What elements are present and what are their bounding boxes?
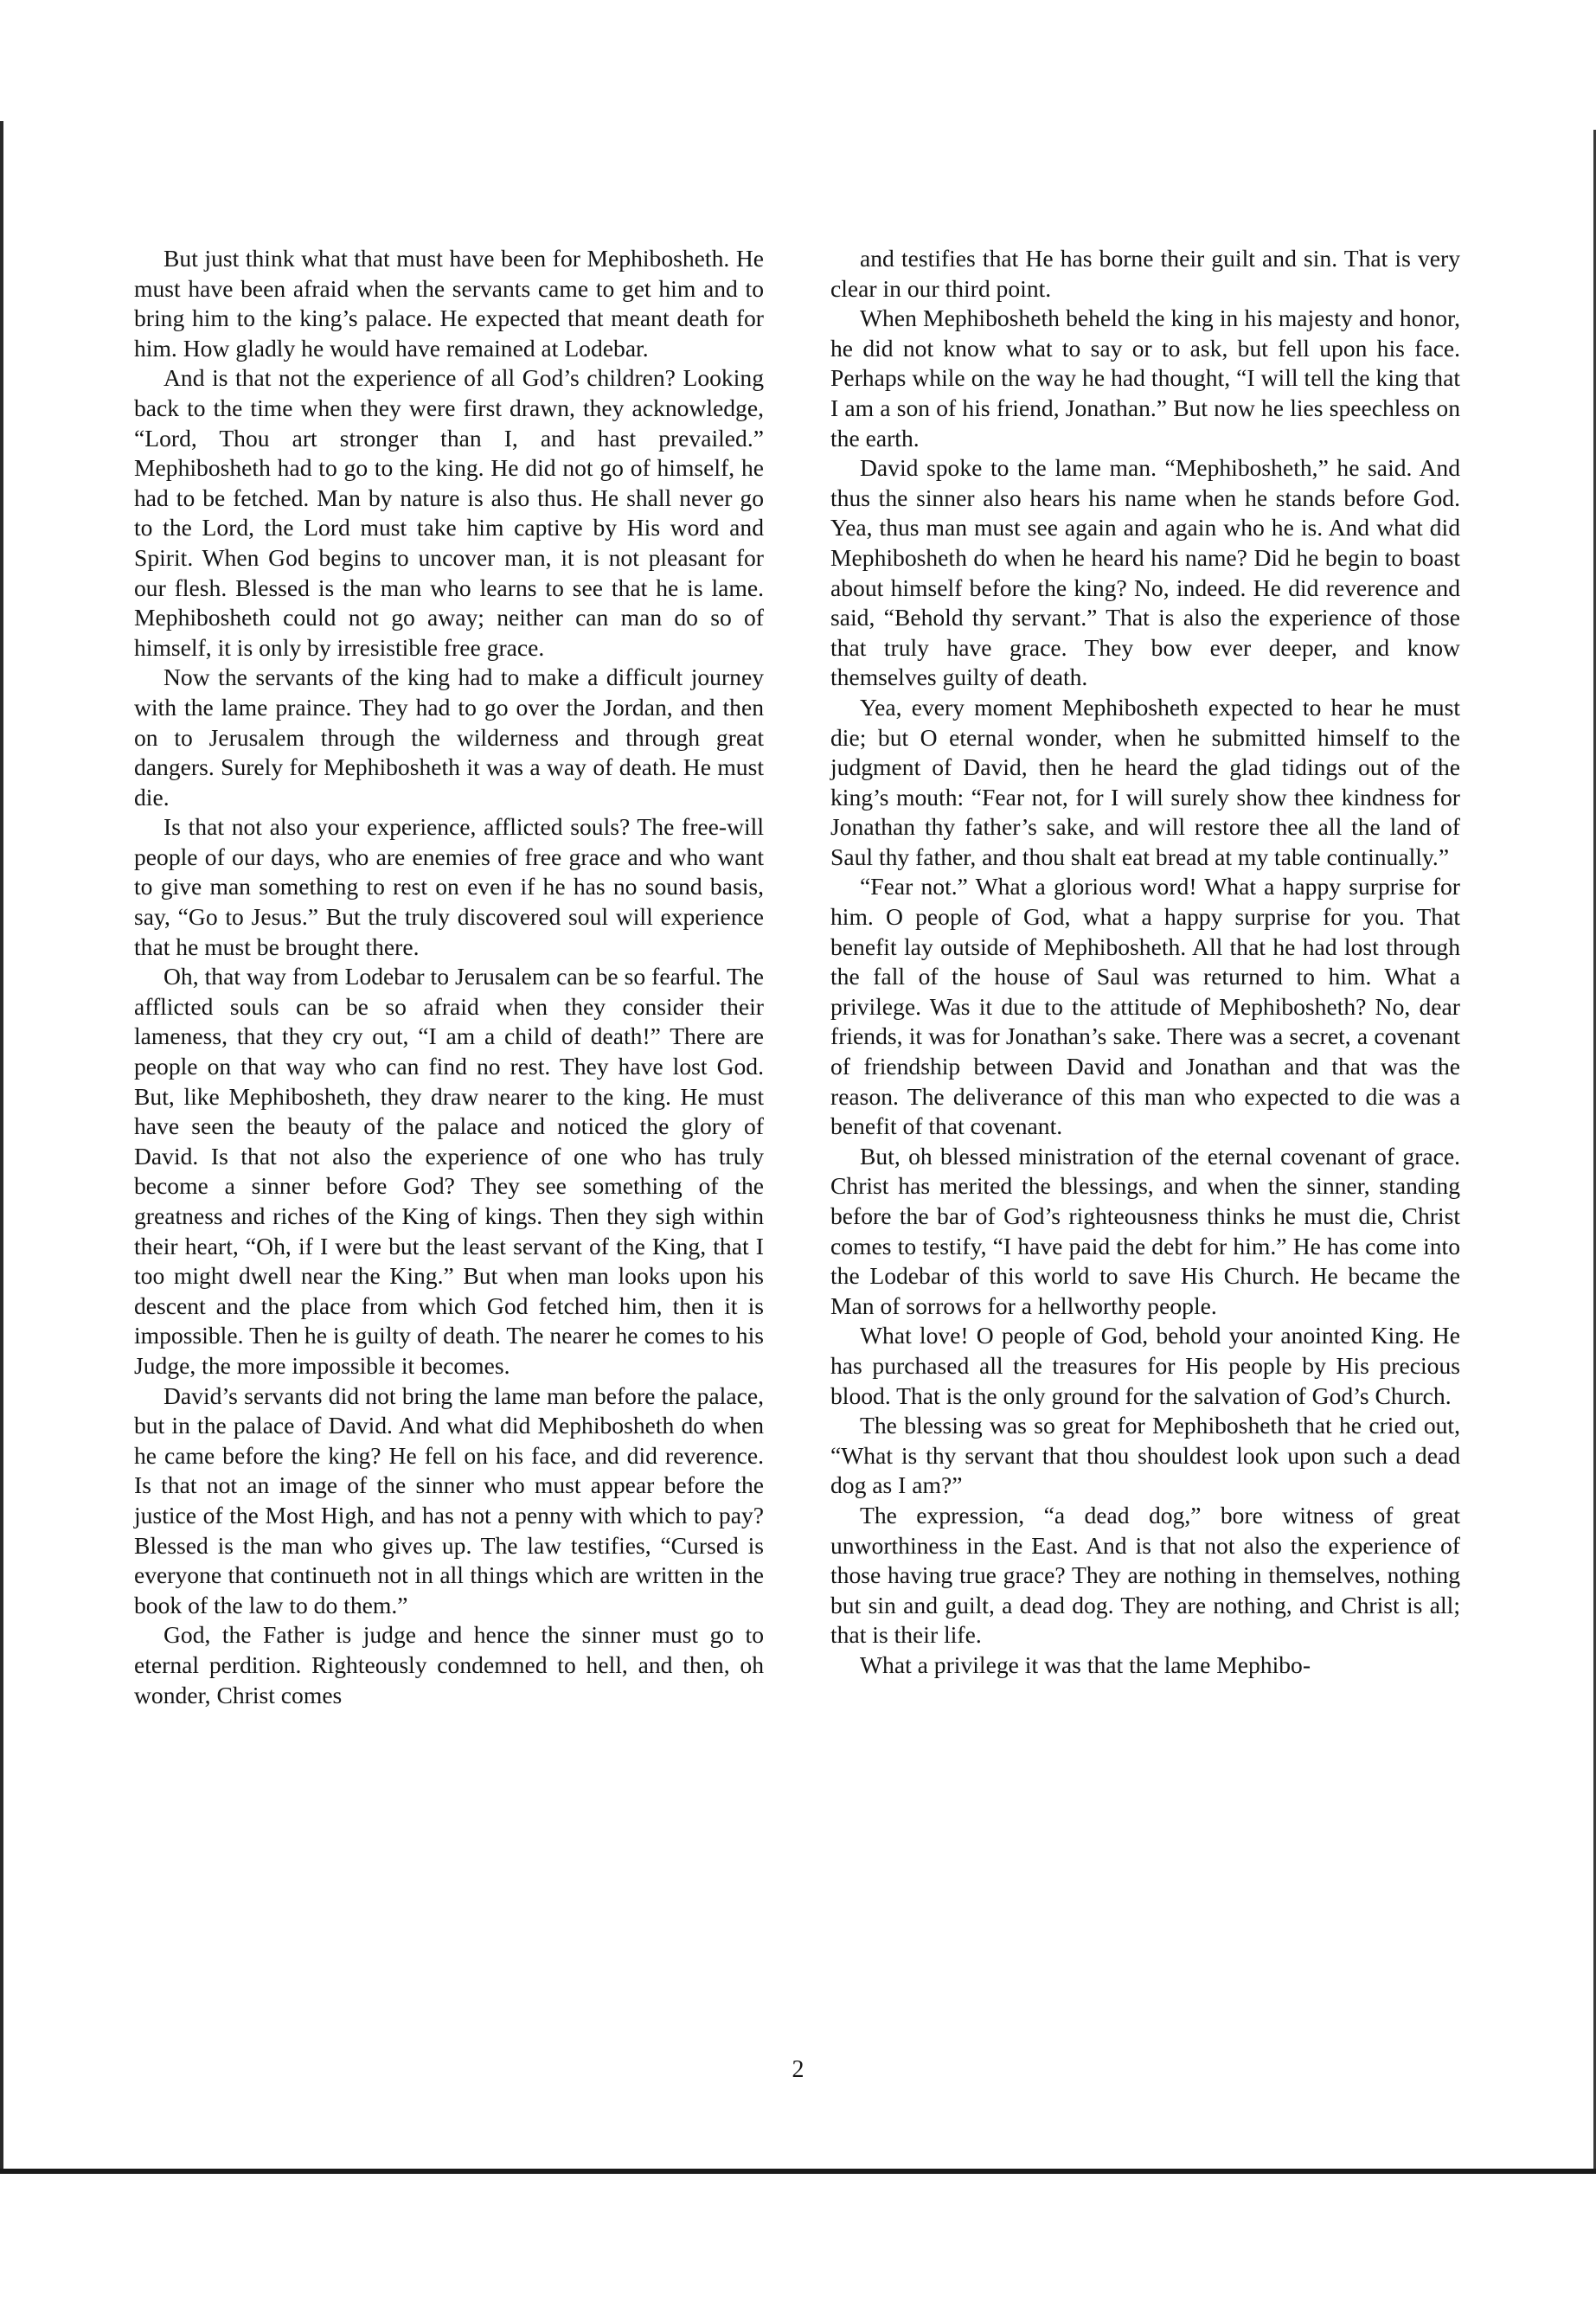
paragraph: What love! O people of God, behold your anointed King. He has purchased all the treasures for His people by His precious blood. That is the only ground for the salvation of God’s Church. [830,1322,1460,1409]
right-text-column [830,244,1460,1681]
paragraph: Yea, every moment Mephibosheth expected to hear he must die; but O eternal wonder, when he submitted himself to the judgment of David, then he heard the glad tidings out of the king’s mouth: “Fear not, for I will surely show thee kindness for Jonathan thy father’s sake, and will restore thee all the land of Saul thy father, and thou shalt eat bread at my table continually.” [830,693,1460,870]
paragraph: David spoke to the lame man. “Mephibosheth,” he said. And thus the sinner also hears his name when he stands before God. Yea, thus man must see again and again who he is. And what did Mephibosheth do when he heard his name? Did he begin to boast about himself before the king? No, indeed. He did reverence and said, “Behold thy servant.” That is also the experience of those that truly have grace. They bow ever deeper, and know themselves guilty of death. [830,454,1460,691]
paragraph: What a privilege it was that the lame Mephibo- [860,1650,1311,1678]
paragraph: David’s servants did not bring the lame man before the palace, but in the palace of David. And what did Mephibosheth do when he came before the king? He fell on his face, and did reverence. Is that not an image of the sinner who must appear before the justice of the Most High, and has not a penny with which to pay? Blessed is the man who gives up. The law testifies, “Cursed is everyone that continueth not in all things which are written in the book of the law to do them.” [134,1381,764,1618]
scan-edge-bottom [0,2169,1596,2174]
paragraph: The blessing was so great for Mephibosheth that he cried out, “What is thy servant that thou shouldest look upon such a dead dog as I am?” [830,1412,1460,1499]
paragraph: The expression, “a dead dog,” bore witness of great unworthiness in the East. And is that not also the experience of those having true grace? They are nothing in themselves, nothing but sin and guilt, a dead dog. They are nothing, and Christ is all; that is their life. [830,1501,1460,1649]
scan-edge-left [0,121,3,2171]
paragraph: And is that not the experience of all God’s children? Looking back to the time when they were first drawn, they acknowledge, “Lord, Thou art stronger than I, and hast prevailed.” Mephibosheth had to go to the king. He did not go of himself, he had to be fetched. Man by nature is also thus. He shall never go to the Lord, the Lord must take him captive by His word and Spirit. When God begins to uncover man, it is not pleasant for our flesh. Blessed is the man who learns to see that he is lame. Mephibosheth could not go away; neither can man do so of himself, it is only by irresistible free grace. [134,364,764,661]
paragraph: Oh, that way from Lodebar to Jerusalem can be so fearful. The afflicted souls can be so afraid when they consider their lameness, that they cry out, “I am a child of death!” There are people on that way who can find no rest. They have lost God. But, like Mephibosheth, they draw nearer to the king. He must have seen the beauty of the palace and noticed the glory of David. Is that not also the experience of one who has truly become a sinner before God? They see something of the greatness and riches of the King of kings. Then they sigh within their heart, “Oh, if I were but the least servant of the King, that I too might dwell near the King.” But when man looks upon his descent and the place from which God fetched him, then it is impossible. Then he is guilty of death. The nearer he comes to his Judge, the more impossible it becomes. [134,963,764,1379]
page-number: 2 [792,2056,804,2083]
paragraph: “Fear not.” What a glorious word! What a happy surprise for him. O people of God, what a happy surprise for you. That benefit lay outside of Mephibosheth. All that he had lost through the fall of the house of Saul was returned to him. What a privilege. Was it due to the attitude of Mephibosheth? No, dear friends, it was for Jonathan’s sake. There was a secret, a covenant of friendship between David and Jonathan and that was the reason. The deliverance of this man who expected to die was a benefit of that covenant. [830,873,1460,1140]
paragraph: But just think what that must have been for Mephibosheth. He must have been afraid when the servants came to get him and to bring him to the king’s palace. He expected that meant death for him. How gladly he would have remained at Lodebar. [134,245,764,362]
paragraph: Now the servants of the king had to make a difficult journey with the lame praince. They had to go over the Jordan, and then on to Jerusalem through the wilderness and through great dangers. Surely for Mephibosheth it was a way of death. He must die. [134,663,764,811]
paragraph: God, the Father is judge and hence the sinner must go to eternal perdition. Righteously condemned to hell, and then, oh wonder, Christ comes [134,1621,764,1708]
paragraph: and testifies that He has borne their guilt and sin. That is very clear in our third point. [830,245,1460,302]
paragraph: But, oh blessed ministration of the eternal covenant of grace. Christ has merited the blessings, and when the sinner, standing before the bar of God’s righteousness thinks he must die, Christ comes to testify, “I have paid the debt for him.” He has come into the Lodebar of this world to save His Church. He became the Man of sorrows for a hellworthy people. [830,1142,1460,1319]
paragraph: When Mephibosheth beheld the king in his majesty and honor, he did not know what to say or to ask, but fell upon his face. Perhaps while on the way he had thought, “I will tell the king that I am a son of his friend, Jonathan.” But now he lies speechless on the earth. [830,304,1460,452]
left-text-column [134,244,764,1710]
paragraph: Is that not also your experience, afflicted souls? The free-will people of our days, who are enemies of free grace and who want to give man something to rest on even if he has no sound basis, say, “Go to Jesus.” But the truly discovered soul will experience that he must be brought there. [134,813,764,960]
